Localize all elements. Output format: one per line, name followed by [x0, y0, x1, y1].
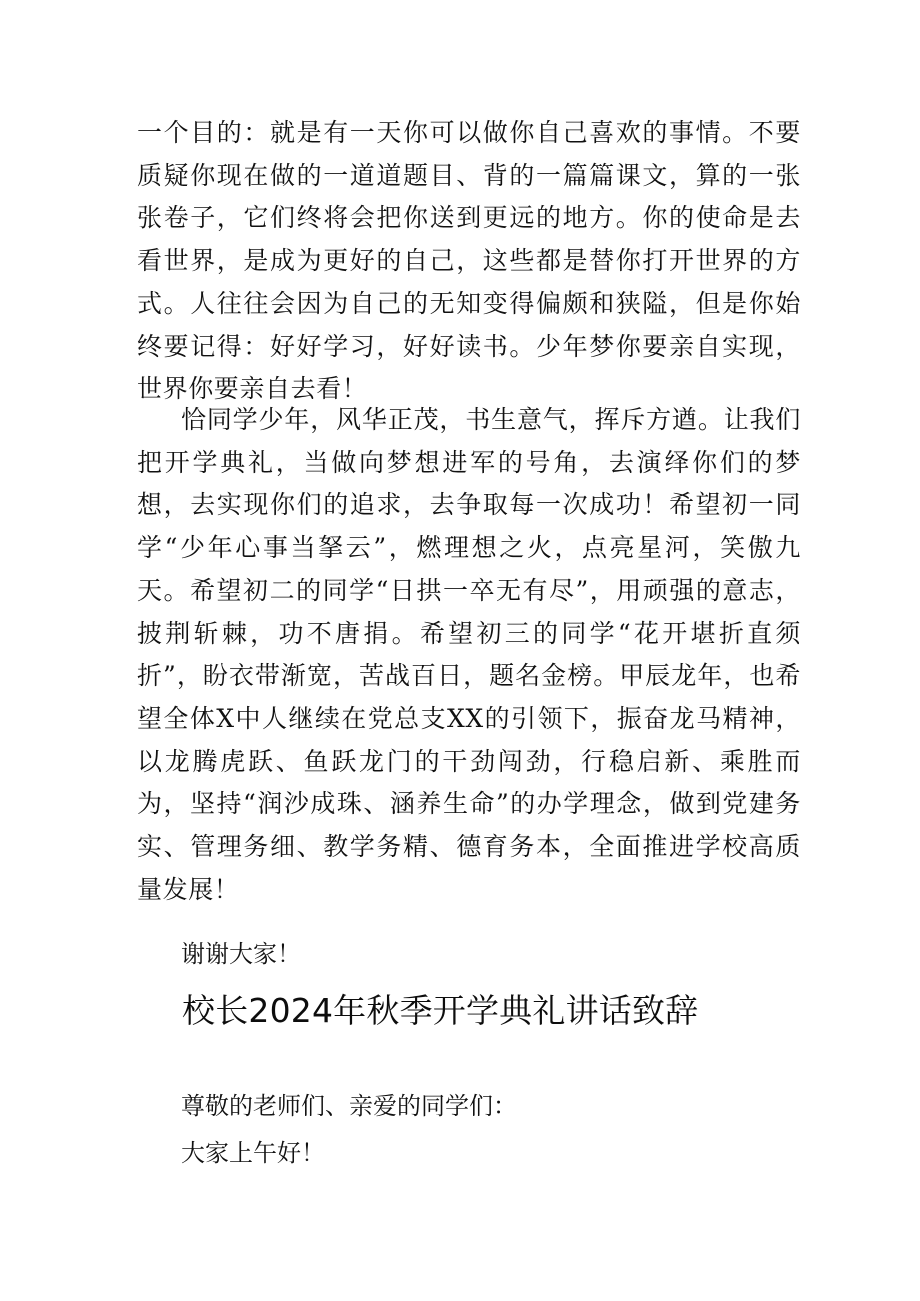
paragraph-wishes: 恰同学少年，风华正茂，书生意气，挥斥方遒。让我们把开学典礼，当做向梦想进军的号角，去演绎你们的梦想，去实现你们的追求，去争取每一次成功！希望初一同学“少年心事当拏云”，燃理想之火，点亮星河，笑傲九天。希望初二的同学“日拱一卒无有尽”，用顽强的意志，披荆斩棘，功不唐捐。希望初三的同学“花开堪折直须折”，盼衣带渐宽，苦战百日，题名金榜。甲辰龙年，也希望全体X中人继续在党总支XX的引领下，振奋龙马精神，以龙腾虎跃、鱼跃龙门的干劲闯劲，行稳启新、乘胜而为，坚持“润沙成珠、涵养生命”的办学理念，做到党建务实、管理务细、教学务精、德育务本，全面推进学校高质量发展！ [137, 405, 801, 904]
closing-thanks: 谢谢大家！ [181, 940, 301, 968]
speech-title: 校长2024年秋季开学典礼讲话致辞 [182, 991, 699, 1030]
paragraph-continued: 一个目的：就是有一天你可以做你自己喜欢的事情。不要质疑你现在做的一道道题目、背的一篇篇课文，算的一张张卷子，它们终将会把你送到更远的地方。你的使命是去看世界，是成为更好的自己，这些都是替你打开世界的方式。人往往会因为自己的无知变得偏颇和狭隘，但是你始终要记得：好好学习，好好读书。少年梦你要亲自实现，世界你要亲自去看！ [137, 118, 801, 404]
salutation: 尊敬的老师们、亲爱的同学们： [181, 1092, 517, 1120]
greeting: 大家上午好！ [181, 1139, 325, 1167]
